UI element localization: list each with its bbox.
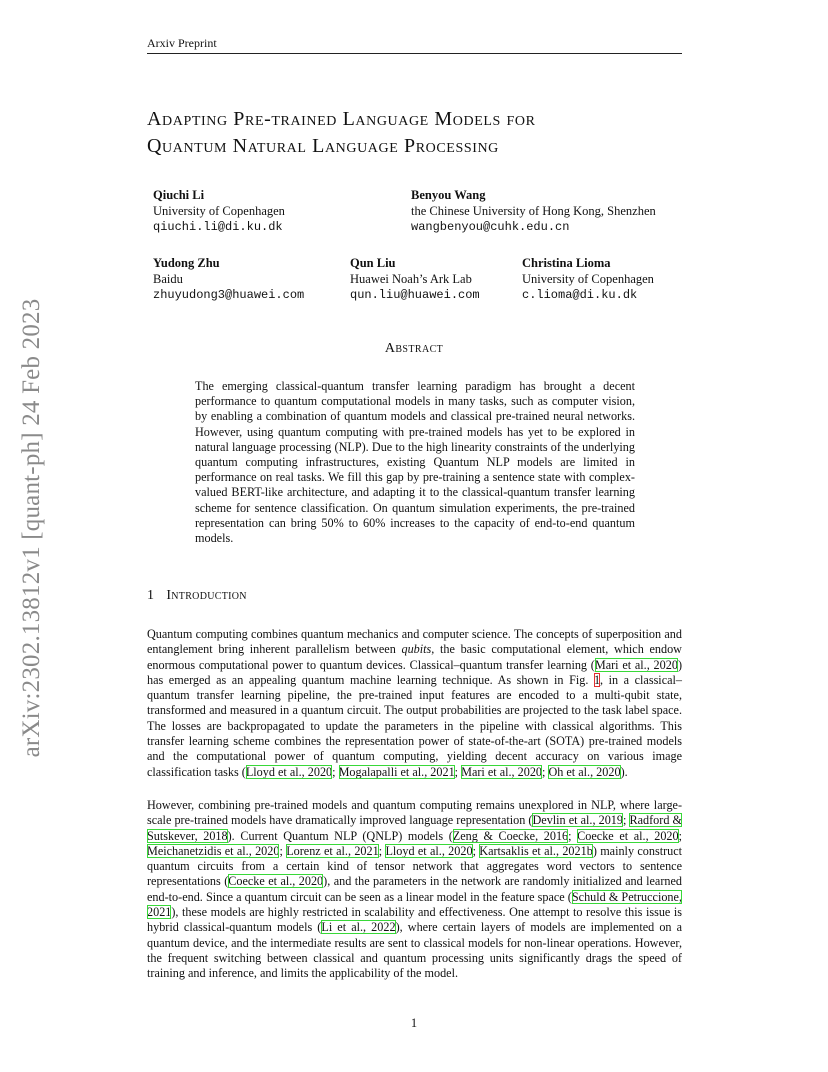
paper-title	[147, 106, 707, 160]
section-number: 1	[147, 588, 155, 603]
author-block	[153, 255, 304, 303]
citation-link[interactable]: Devlin et al., 2019	[532, 813, 623, 828]
citation-link[interactable]: Kartsaklis et al., 2021b	[479, 843, 593, 858]
citation-link[interactable]: Lloyd et al., 2020	[385, 843, 473, 858]
author-name: Christina Lioma	[522, 256, 611, 270]
author-email[interactable]: qiuchi.li@di.ku.dk	[153, 220, 283, 234]
paragraph-text: ), where certain layers of models are implemented on a quantum device, and the intermediate results are sent to classical models for non-linear operations. However, the frequent switching between classical and quantum processing units significantly drags the speed of training and inference, and limits the applicability of the model.	[147, 920, 683, 981]
author-name: Benyou Wang	[411, 188, 486, 202]
author-affiliation: Baidu	[153, 272, 183, 286]
figure-reference-link[interactable]: 1	[593, 672, 601, 687]
page-number: 1	[410, 1016, 418, 1030]
citation-link[interactable]: Schuld & Petruccione, 2021	[147, 889, 682, 920]
running-head: Arxiv Preprint	[147, 36, 682, 54]
paragraph-text: ) mainly construct quantum circuits from a certain kind of tensor network that aggregates word vectors to sentence representations (	[147, 843, 683, 889]
author-email[interactable]: c.lioma@di.ku.dk	[522, 288, 638, 302]
citation-link[interactable]: Zeng & Coecke, 2016	[452, 828, 569, 843]
intro-paragraph-1	[147, 627, 682, 780]
paragraph-text: , the basic computational element, which endow enormous computational power to quantum devices. Classical–quantum transfer learning (	[147, 642, 682, 672]
title-line-2: Quantum Natural Language Processing	[147, 135, 499, 157]
abstract-text: The emerging classical-quantum transfer learning paradigm has brought a decent performance to quantum computational models in many tasks, such as computer vision, by enabling a combination of quantum models and classical pre-trained neural networks. However, using quantum computing with pre-trained models has yet to be explored in natural language processing (NLP). Due to the high linearity constraints of the underlying quantum computing infrastructures, existing Quantum NLP models are limited in performance on real tasks. We fill this gap by pre-training a sentence state with complex-valued BERT-like architecture, and adapting it to the classical-quantum transfer learning scheme for sentence classification. On quantum simulation experiments, the pre-trained representation can bring 50% to 60% increases to the capacity of end-to-end quantum models.	[195, 379, 635, 546]
paragraph-text: ). Current Quantum NLP (QNLP) models (	[227, 828, 453, 843]
citation-link[interactable]: Radford & Sutskever, 2018	[147, 813, 682, 843]
paragraph-text: ), and the parameters in the network are randomly initialized and learned end-to-end. Since a quantum circuit can be seen as a linear model in the feature space (	[147, 874, 682, 904]
paragraph-text: ), these models are highly restricted in scalability and effectiveness. One attempt to resolve this issue is hybrid classical-quantum models (	[147, 905, 682, 935]
paragraph-text: , in a classical–quantum transfer learning pipeline, the pre-trained input features are encoded to a multi-qubit state, transformed and measured in a quantum circuit. The output probabilities are projected to the task label space. The losses are backpropagated to update the parameters in the pipeline with classical algorithms. This transfer learning scheme combines the representation power of state-of-the-art (SOTA) pre-trained models and the computational power of quantum computing, yielding decent accuracy on various image classification tasks (	[147, 672, 682, 779]
author-affiliation: Huawei Noah’s Ark Lab	[350, 272, 472, 286]
author-name: Yudong Zhu	[153, 256, 220, 270]
separator: ;	[279, 843, 287, 858]
arxiv-identifier[interactable]: arXiv:2302.13812v1 [quant-ph] 24 Feb 2023	[18, 298, 45, 758]
separator: ;	[332, 764, 339, 779]
author-email[interactable]: qun.liu@huawei.com	[350, 288, 480, 302]
author-block	[153, 187, 285, 235]
section-title: Introduction	[166, 588, 247, 603]
separator: ;	[623, 813, 630, 828]
abstract-heading: Abstract	[384, 341, 444, 356]
citation-link[interactable]: Mogalapalli et al., 2021	[338, 764, 455, 779]
separator: ;	[472, 843, 480, 858]
author-affiliation: University of Copenhagen	[522, 272, 654, 286]
citation-link[interactable]: Mari et al., 2020	[594, 657, 678, 672]
paragraph-text: However, combining pre-trained models and quantum computing remains unexplored in NLP, where large-scale pre-trained models have dramatically improved language representation (	[147, 798, 682, 828]
section-heading	[147, 588, 247, 604]
author-block	[522, 255, 654, 303]
title-line-1: Adapting Pre-trained Language Models for	[147, 108, 536, 130]
citation-link[interactable]: Lorenz et al., 2021	[286, 843, 379, 858]
author-affiliation: the Chinese University of Hong Kong, Shenzhen	[411, 204, 656, 218]
citation-link[interactable]: Coecke et al., 2020	[577, 828, 679, 843]
citation-link[interactable]: Mari et al., 2020	[461, 764, 543, 779]
paragraph-text: ).	[620, 764, 628, 779]
citation-link[interactable]: Meichanetzidis et al., 2020	[147, 843, 280, 858]
author-name: Qun Liu	[350, 256, 396, 270]
paragraph-text: ) has emerged as an appealing quantum machine learning technique. As shown in Fig.	[147, 657, 682, 687]
separator: ;	[378, 843, 386, 858]
author-name: Qiuchi Li	[153, 188, 205, 202]
emphasized-term: qubits	[401, 642, 432, 657]
separator: ;	[568, 828, 578, 843]
separator: ;	[542, 764, 549, 779]
author-email[interactable]: wangbenyou@cuhk.edu.cn	[411, 220, 570, 234]
citation-link[interactable]: Coecke et al., 2020	[228, 874, 324, 889]
author-email[interactable]: zhuyudong3@huawei.com	[153, 288, 305, 302]
paragraph-text: Quantum computing combines quantum mechanics and computer science. The concepts of superposition and entanglement bring inherent parallelism between	[147, 627, 682, 657]
citation-link[interactable]: Li et al., 2022	[321, 920, 396, 935]
intro-paragraph-2	[147, 798, 682, 982]
author-block	[350, 255, 480, 303]
separator: ;	[678, 828, 682, 843]
citation-link[interactable]: Lloyd et al., 2020	[245, 764, 333, 779]
author-affiliation: University of Copenhagen	[153, 204, 285, 218]
separator: ;	[454, 764, 462, 779]
citation-link[interactable]: Oh et al., 2020	[548, 764, 621, 779]
author-block	[411, 187, 656, 235]
